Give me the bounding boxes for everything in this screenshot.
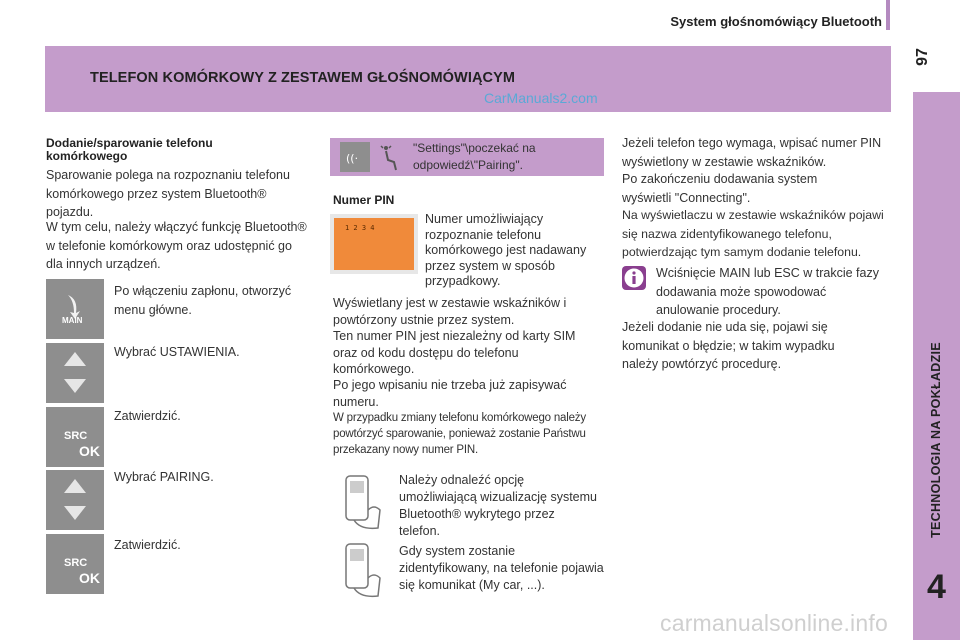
main-arrow-icon: [46, 279, 104, 339]
step-4-text: Wybrać PAIRING.: [114, 470, 214, 484]
col3-para-4: Jeżeli dodanie nie uda się, pojawi się komunikat o błędzie; w takim wypadku należy powtórzyć procedurę.: [622, 320, 835, 371]
pairing-heading: Dodanie/sparowanie telefonu komórkowego: [46, 136, 213, 163]
step-2-text: Wybrać USTAWIENIA.: [114, 345, 240, 359]
phone-step-1: Należy odnaleźć opcję umożliwiającą wizualizację systemu Bluetooth® wykrytego przez telefon.: [399, 473, 597, 538]
watermark-top: CarManuals2.com: [484, 90, 598, 106]
down-arrow-icon: [64, 506, 86, 520]
pin-description: Numer umożliwiający rozpoznanie telefonu komórkowego jest nadawany przez system w sposób przypadkowy.: [425, 212, 587, 288]
info-icon: [622, 266, 646, 290]
up-arrow-icon: [64, 479, 86, 493]
step-5-text: Zatwierdzić.: [114, 538, 181, 552]
phone-hand-icon-1: [334, 470, 390, 534]
watermark-bottom: carmanualsonline.info: [660, 610, 888, 636]
pin-note: W przypadku zmiany telefonu komórkowego należy powtórzyć sparowanie, ponieważ zostanie Państwu przekazany nowy numer PIN.: [333, 412, 586, 456]
step-1-text: Po włączeniu zapłonu, otworzyć menu główne.: [114, 284, 292, 317]
col3-para-3: Na wyświetlaczu w zestawie wskaźników pojawi się nazwa zidentyfikowanego telefonu, potwierdzając tym samym dodanie telefonu.: [622, 208, 884, 259]
chapter-number: 4: [927, 568, 946, 606]
phone-signal-icon: [340, 142, 370, 172]
main-key: [46, 279, 104, 339]
svg-text:((·: ((·: [346, 152, 359, 165]
src-label: SRC: [64, 430, 88, 442]
pairing-para-2: W tym celu, należy włączyć funkcję Bluetooth® w telefonie komórkowym oraz udostępnić go dla innych urządzeń.: [46, 220, 307, 271]
hand-press-icon: [378, 142, 406, 172]
phone-box-text: "Settings"\poczekać na odpowiedź\"Pairing".: [413, 141, 536, 172]
ok-label: OK: [79, 570, 100, 586]
info-text-start: Wciśnięcie MAIN lub ESC w trakcie fazy dodawania może spowodować anulowanie procedury.: [656, 266, 879, 317]
side-tab-label: TECHNOLOGIA NA POKŁADZIE: [929, 342, 943, 538]
phone-hand-icon-2: [334, 540, 390, 600]
section-title: TELEFON KOMÓRKOWY Z ZESTAWEM GŁOŚNOMÓWIĄCYM: [90, 70, 516, 86]
pin-para-3: Po jego wpisaniu nie trzeba już zapisywać numeru.: [333, 378, 567, 409]
header-divider: [886, 0, 890, 30]
phone-step-2: Gdy system zostanie zidentyfikowany, na telefonie pojawia się komunikat (My car, ...).: [399, 544, 604, 592]
pairing-para-1: Sparowanie polega na rozpoznaniu telefonu komórkowego przez system Bluetooth® pojazdu.: [46, 168, 290, 219]
step-3-text: Zatwierdzić.: [114, 409, 181, 423]
main-key-label: MAIN: [62, 316, 83, 325]
running-header: System głośnomówiący Bluetooth: [670, 14, 882, 29]
col3-para-2: Po zakończeniu dodawania system wyświetli "Connecting".: [622, 172, 818, 205]
pin-para-2: Ten numer PIN jest niezależny od karty SIM oraz od kodu dostępu do telefonu komórkowego.: [333, 329, 576, 376]
up-arrow-icon: [64, 352, 86, 366]
pin-display-text: 1 2 3 4: [345, 224, 375, 232]
arrow-keys-1: [46, 343, 104, 403]
src-ok-key-2: [46, 534, 104, 594]
ok-label: OK: [79, 443, 100, 459]
src-label: SRC: [64, 557, 88, 569]
pin-heading: Numer PIN: [333, 193, 395, 207]
pin-para-1: Wyświetlany jest w zestawie wskaźników i powtórzony ustnie przez system.: [333, 296, 567, 327]
col3-para-1: Jeżeli telefon tego wymaga, wpisać numer PIN wyświetlony w zestawie wskaźników.: [622, 136, 882, 169]
down-arrow-icon: [64, 379, 86, 393]
arrow-keys-2: [46, 470, 104, 530]
src-ok-key-1: [46, 407, 104, 467]
page-number: 97: [914, 48, 931, 66]
